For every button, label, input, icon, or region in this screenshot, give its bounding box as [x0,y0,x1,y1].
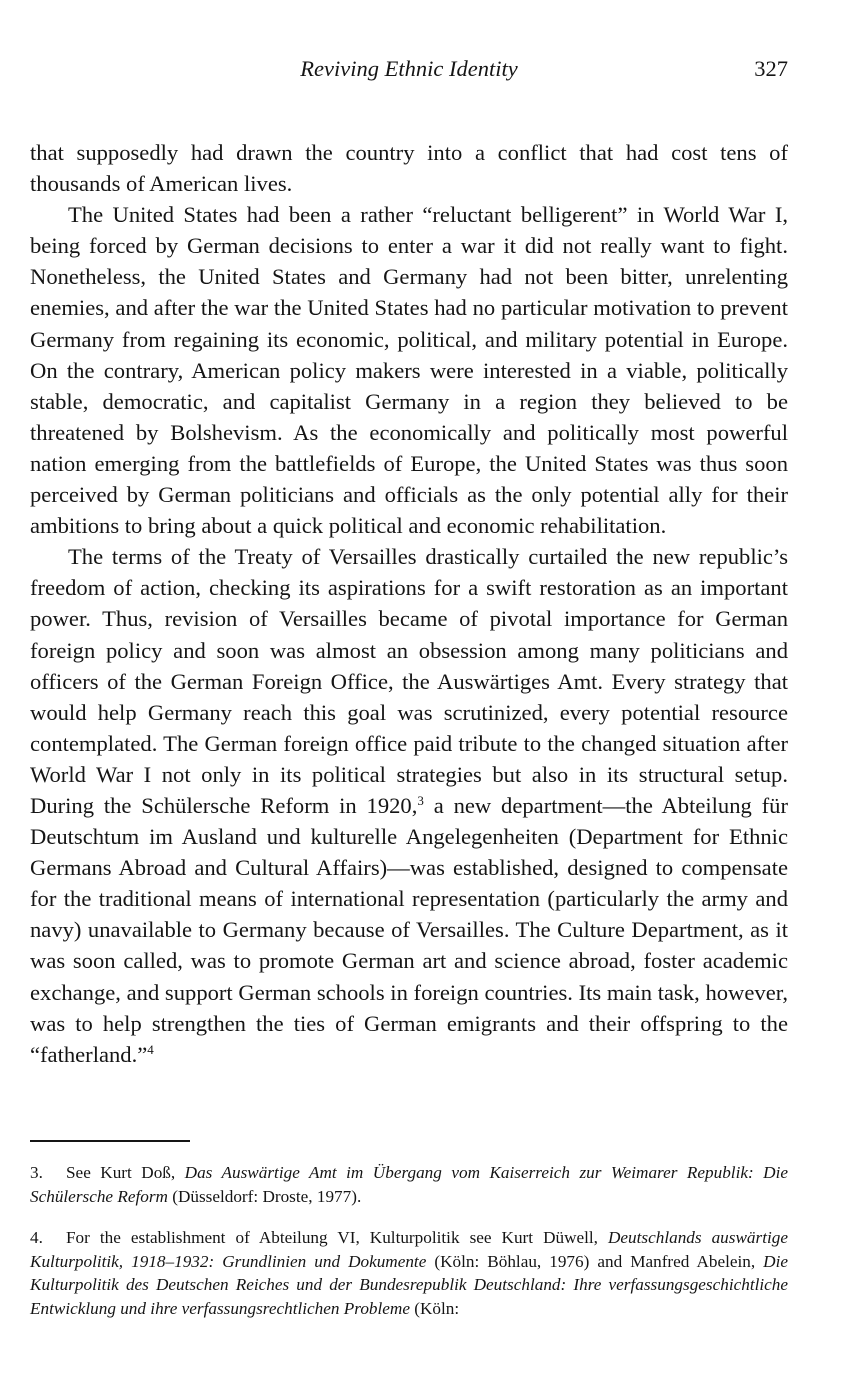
footnotes [30,1161,788,1339]
paragraph-3-part-a: The terms of the Treaty of Versailles drastically curtailed the new republic’s freedom of action, checking its aspirations for a swift restoration as an important power. Thus, revision of Versailles became of pivotal importance for German foreign policy and soon was almost an obsession among many politicians and officers of the German Foreign Office, the Auswärtiges Amt. Every strategy that would help Germany reach this goal was scrutinized, every potential resource contemplated. The German foreign office paid tribute to the changed situation after World War I not only in its political strategies but also in its structural setup. During the Schülersche Reform in 1920, [30,544,788,818]
footnote-4-title-a: Deutschlands auswärtige Kulturpolitik, 1918–1932: Grundlinien und Dokumente [30,1228,788,1271]
footnote-3 [30,1161,788,1208]
footnote-3-text-b: (Düsseldorf: Droste, 1977). [167,1186,362,1206]
running-title: Reviving Ethnic Identity [300,56,518,81]
paragraph-2: The United States had been a rather “reluctant belligerent” in World War I, being forced by German decisions to enter a war it did not really want to fight. Nonetheless, the United States and Germany had not been bitter, unrelenting enemies, and after the war the United States had no particular motivation to prevent Germany from regaining its economic, political, and military potential in Europe. On the contrary, American policy makers were interested in a viable, politically stable, democratic, and capitalist Germany in a region they believed to be threatened by Bolshevism. As the economically and politically most powerful nation emerging from the battlefields of Europe, the United States was thus soon perceived by German politicians and officials as the only potential ally for their ambitions to bring about a quick political and economic rehabilitation. [30,202,788,539]
footnote-ref-3[interactable]: 3 [417,792,424,808]
body-text [30,137,788,1070]
page-number: 327 [754,56,788,81]
paragraph-3-part-b: a new department—the Abteilung für Deutschtum im Ausland und kulturelle Angelegenheiten (Department for Ethnic Germans Abroad and Cultural Affairs)—was established, designed to compensate for the traditional means of international representation (particularly the army and navy) unavailable to Germany because of Versailles. The Culture Department, as it was soon called, was to promote German art and science abroad, foster academic exchange, and support German schools in foreign countries. Its main task, however, was to help strengthen the ties of German emigrants and their offspring to the “fatherland.” [30,792,788,1067]
footnote-separator [30,1140,190,1142]
footnote-4-title-b: Die Kulturpolitik des Deutschen Reiches und der Bundesrepublik Deutschland: Ihre verfassungsgeschichtliche Entwicklung und ihre verfassungsrechtlichen Probleme [30,1251,788,1318]
footnote-4-text-b: (Köln: Böhlau, 1976) and Manfred Abelein, [426,1251,764,1271]
footnote-4-number: 4. [30,1228,43,1248]
page-header [30,56,788,90]
footnote-3-title: Das Auswärtige Amt im Übergang vom Kaiserreich zur Weimarer Republik: Die Schülersche Reform [30,1163,789,1206]
footnote-4-text-a: For the establishment of Abteilung VI, Kulturpolitik see Kurt Düwell, [66,1228,608,1248]
footnote-ref-4[interactable]: 4 [147,1041,154,1057]
footnote-3-number: 3. [30,1163,43,1182]
footnote-3-text-a: See Kurt Doß, [66,1163,185,1182]
paragraph-3 [30,541,788,1070]
paragraph-1: that supposedly had drawn the country into a conflict that had cost tens of thousands of American lives. [30,140,788,197]
footnote-4 [30,1226,788,1320]
footnote-4-text-c: (Köln: [409,1298,460,1318]
